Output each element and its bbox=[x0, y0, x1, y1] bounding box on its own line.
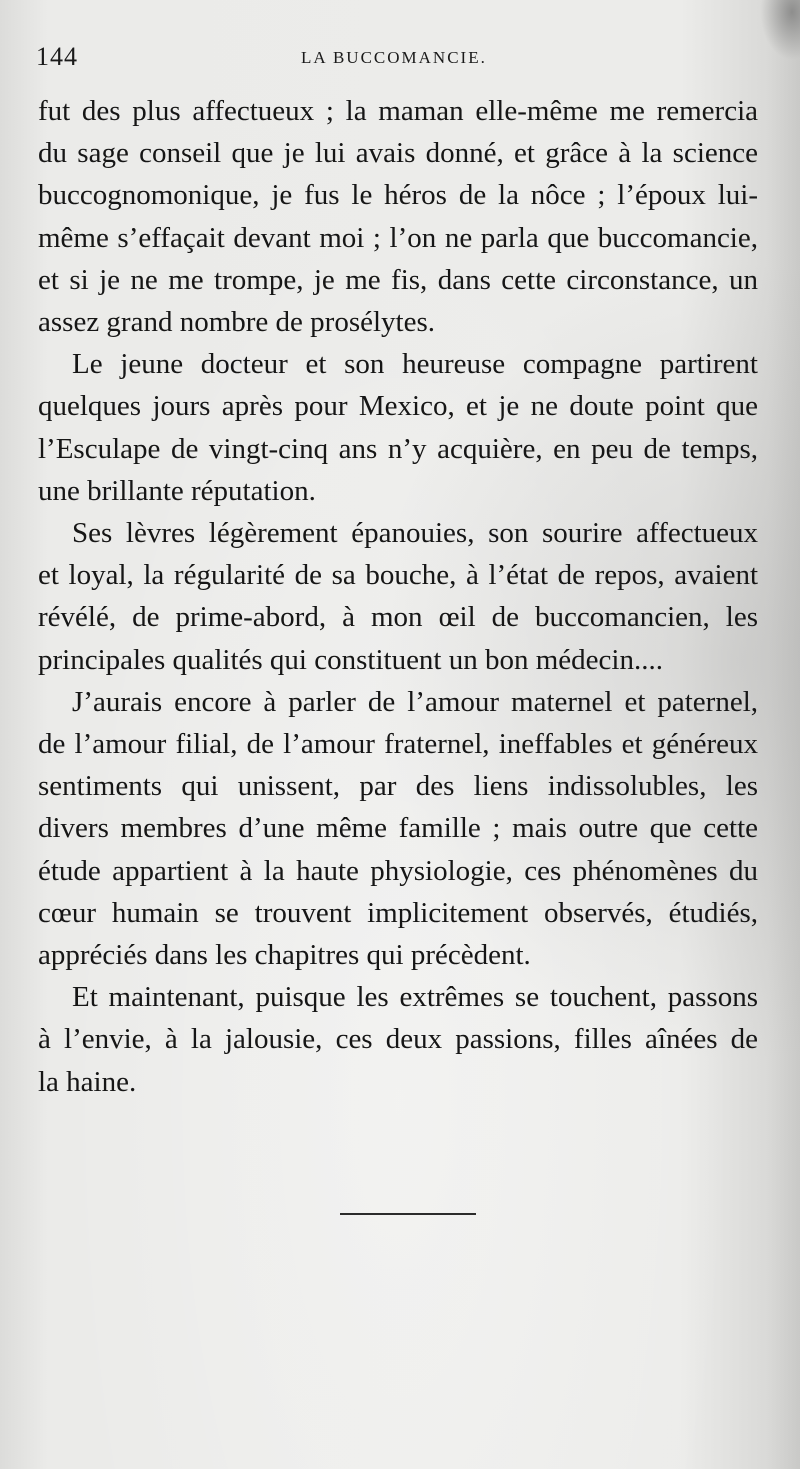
text-line: divers membres d’une même famille ; mais outre que cette bbox=[38, 812, 758, 845]
text-line: du sage conseil que je lui avais donné, et grâce à la science bbox=[38, 137, 758, 170]
text-line: une brillante réputation. bbox=[38, 474, 316, 507]
text-line: appréciés dans les chapitres qui précèdent. bbox=[38, 939, 531, 972]
paragraph bbox=[38, 90, 758, 343]
text-line: même s’effaçait devant moi ; l’on ne parla que buccomancie, bbox=[38, 221, 758, 254]
paragraph bbox=[38, 512, 758, 681]
text-line: de l’amour filial, de l’amour fraternel, ineffables et généreux bbox=[38, 728, 758, 761]
text-line: révélé, de prime-abord, à mon œil de buccomancien, les bbox=[38, 601, 758, 634]
text-line: Ses lèvres légèrement épanouies, son sourire affectueux bbox=[72, 517, 758, 550]
text-line: J’aurais encore à parler de l’amour maternel et paternel, bbox=[72, 685, 758, 718]
text-line: la haine. bbox=[38, 1065, 137, 1098]
body-text bbox=[38, 90, 758, 1103]
text-line: assez grand nombre de prosélytes. bbox=[38, 306, 436, 339]
text-line: fut des plus affectueux ; la maman elle-même me remercia bbox=[38, 95, 758, 127]
text-line: principales qualités qui constituent un bon médecin.... bbox=[38, 643, 663, 676]
page-corner-shadow bbox=[760, 0, 800, 60]
text-line: cœur humain se trouvent implicitement observés, étudiés, bbox=[38, 896, 758, 929]
text-line: et si je ne me trompe, je me fis, dans cette circonstance, un bbox=[38, 263, 758, 296]
text-line: à l’envie, à la jalousie, ces deux passions, filles aînées de bbox=[38, 1023, 758, 1056]
paragraph bbox=[38, 681, 758, 976]
page-number: 144 bbox=[36, 42, 78, 71]
section-end-rule bbox=[340, 1213, 476, 1215]
text-line: quelques jours après pour Mexico, et je ne doute point que bbox=[38, 390, 758, 423]
page-header bbox=[36, 42, 756, 72]
text-line: l’Esculape de vingt-cinq ans n’y acquière, en peu de temps, bbox=[38, 432, 758, 465]
text-line: Le jeune docteur et son heureuse compagne partirent bbox=[72, 348, 758, 381]
text-line: buccognomonique, je fus le héros de la nôce ; l’époux lui- bbox=[38, 179, 758, 212]
text-line: et loyal, la régularité de sa bouche, à l’état de repos, avaient bbox=[38, 559, 758, 592]
text-line: étude appartient à la haute physiologie, ces phénomènes du bbox=[38, 854, 758, 887]
text-line: sentiments qui unissent, par des liens indissolubles, les bbox=[38, 770, 758, 803]
text-line: Et maintenant, puisque les extrêmes se touchent, passons bbox=[72, 981, 758, 1014]
paragraph bbox=[38, 343, 758, 512]
paragraph bbox=[38, 976, 758, 1103]
running-head: LA BUCCOMANCIE. bbox=[301, 48, 487, 67]
